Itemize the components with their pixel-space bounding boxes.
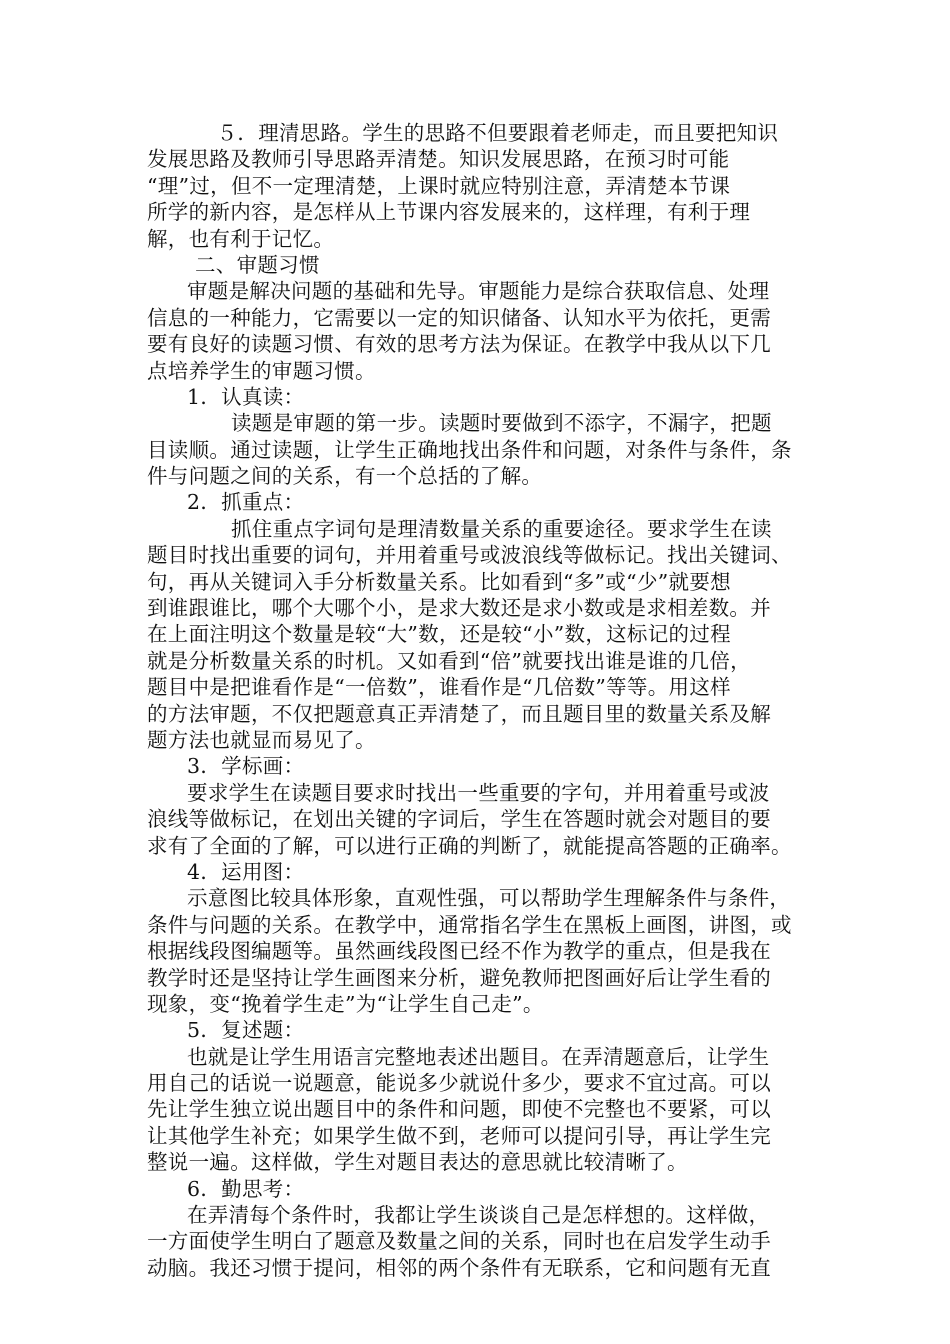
text-line: 4．运用图： [187,859,305,884]
text-line: 审题是解决问题的基础和先导。审题能力是综合获取信息、处理 [187,279,770,304]
text-line: 题目时找出重要的词句，并用着重号或波浪线等做标记。找出关键词、 [147,543,792,568]
text-line: 题方法也就显而易见了。 [147,727,376,752]
text-line: 在上面注明这个数量是较“大”数，还是较“小”数，这标记的过程 [147,622,731,647]
text-line: 点培养学生的审题习惯。 [147,358,376,383]
text-line: 动脑。我还习惯于提问，相邻的两个条件有无联系，它和问题有无直 [147,1255,771,1280]
text-line: 6．勤思考： [187,1176,305,1201]
text-line: 读题是审题的第一步。读题时要做到不添字，不漏字，把题 [231,411,772,436]
text-line: 句，再从关键词入手分析数量关系。比如看到“多”或“少”就要想 [147,569,731,594]
text-line: 条件与问题的关系。在教学中，通常指名学生在黑板上画图，讲图，或 [147,912,792,937]
text-line: 3．学标画： [187,754,305,779]
text-line: 根据线段图编题等。虽然画线段图已经不作为教学的重点，但是我在 [147,939,771,964]
text-line: 求有了全面的了解，可以进行正确的判断了，就能提高答题的正确率。 [147,833,792,858]
text-line: 5．复述题： [187,1018,305,1043]
text-line: 在弄清每个条件时，我都让学生谈谈自己是怎样想的。这样做， [187,1203,770,1228]
text-line: 也就是让学生用语言完整地表述出题目。在弄清题意后，让学生 [187,1044,770,1069]
text-line: 所学的新内容，是怎样从上节课内容发展来的，这样理，有利于理 [147,200,751,225]
text-line: 示意图比较具体形象，直观性强，可以帮助学生理解条件与条件， [187,886,791,911]
text-line: 整说一遍。这样做，学生对题目表达的意思就比较清晰了。 [147,1150,688,1175]
text-line: 目读顺。通过读题，让学生正确地找出条件和问题，对条件与条件，条 [147,437,792,462]
text-line: 的方法审题，不仅把题意真正弄清楚了，而且题目里的数量关系及解 [147,701,771,726]
text-line: 现象，变“挽着学生走”为“让学生自己走”。 [147,991,544,1016]
text-line: 先让学生独立说出题目中的条件和问题，即使不完整也不要紧，可以 [147,1097,771,1122]
text-line: 到谁跟谁比，哪个大哪个小，是求大数还是求小数或是求相差数。并 [147,596,771,621]
text-line: 让其他学生补充；如果学生做不到，老师可以提问引导，再让学生完 [147,1123,771,1148]
text-line: 一方面使学生明白了题意及数量之间的关系，同时也在启发学生动手 [147,1229,771,1254]
text-line: 抓住重点字词句是理清数量关系的重要途径。要求学生在读 [231,516,772,541]
text-line: ５．理清思路。学生的思路不但要跟着老师走，而且要把知识 [175,121,779,145]
text-line: 信息的一种能力，它需要以一定的知识储备、认知水平为依托，更需 [147,305,771,330]
text-line: 要求学生在读题目要求时找出一些重要的字句，并用着重号或波 [187,780,770,805]
text-line: 用自己的话说一说题意，能说多少就说什多少，要求不宜过高。可以 [147,1071,771,1096]
text-line: 浪线等做标记，在划出关键的字词后，学生在答题时就会对题目的要 [147,807,771,832]
text-line: 题目中是把谁看作是“一倍数”，谁看作是“几倍数”等等。用这样 [147,675,731,700]
text-line: 发展思路及教师引导思路弄清楚。知识发展思路，在预习时可能 [147,147,730,172]
text-line: 二、审题习惯 [195,252,320,277]
text-line: 解，也有利于记忆。 [147,226,335,251]
text-line: “理”过，但不一定理清楚，上课时就应特别注意，弄清楚本节课 [147,173,731,198]
text-line: 教学时还是坚持让学生画图来分析，避免教师把图画好后让学生看的 [147,965,771,990]
text-line: 1．认真读： [187,384,305,409]
text-line: 件与问题之间的关系，有一个总括的了解。 [147,464,543,489]
text-line: 2．抓重点： [187,490,305,515]
text-line: 要有良好的读题习惯、有效的思考方法为保证。在教学中我从以下几 [147,332,771,357]
text-line: 就是分析数量关系的时机。又如看到“倍”就要找出谁是谁的几倍， [147,648,751,673]
body-text [147,120,815,1281]
